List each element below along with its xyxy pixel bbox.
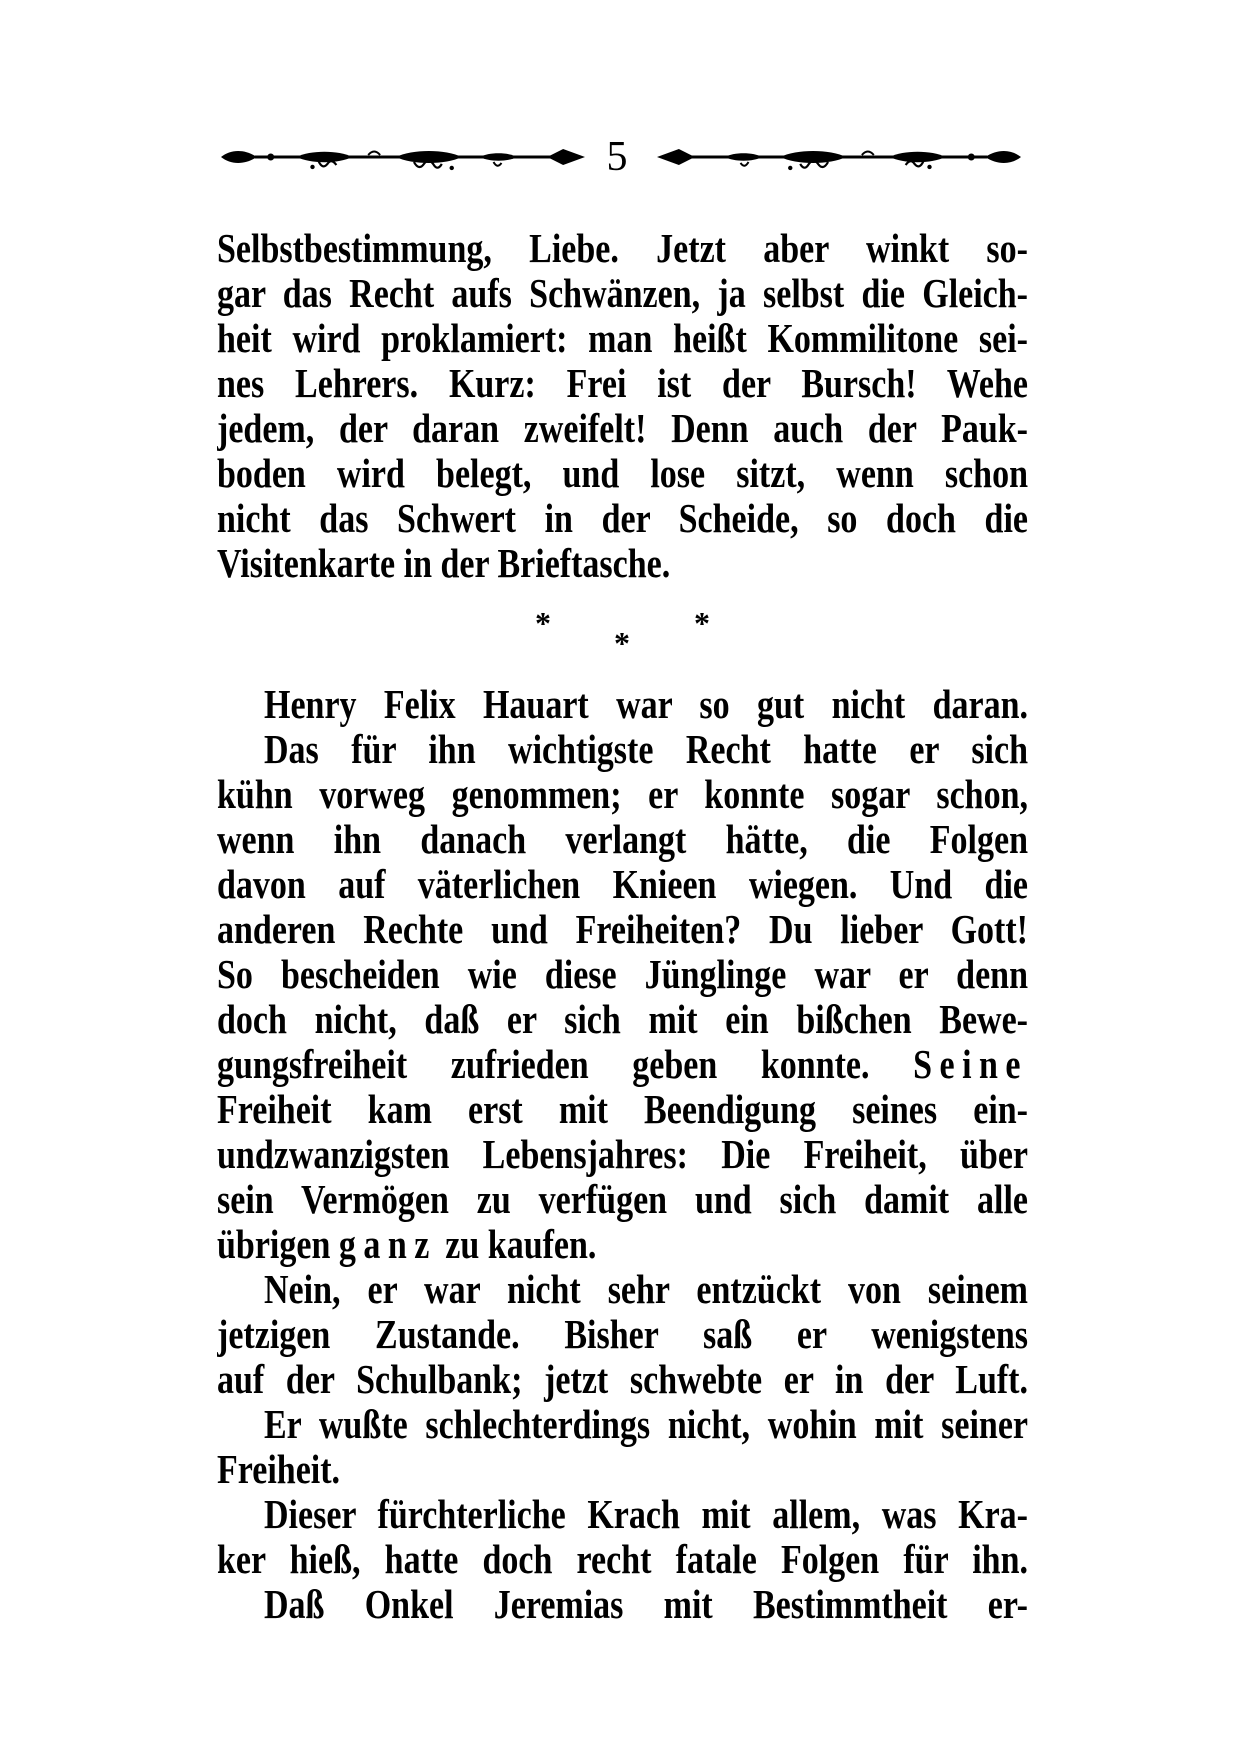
running-header: [0, 0, 1241, 200]
line-text: kühn vorweg genommen; er konnte sogar schon,: [217, 772, 1028, 818]
spaced-emphasis-word: ganz: [338, 1222, 437, 1268]
paragraph: [217, 1268, 1028, 1403]
section-break: [217, 587, 1028, 683]
paragraph: [217, 1403, 1028, 1493]
line-text: jedem, der daran zweifelt! Denn auch der Pauk-: [217, 406, 1028, 452]
line-content: [217, 1042, 1028, 1087]
line-text: Das für ihn wichtigste Recht hatte er sich: [264, 727, 1028, 773]
line-text: boden wird belegt, und lose sitzt, wenn schon: [217, 451, 1028, 497]
text-line: [217, 537, 1028, 592]
line-text: Visitenkarte in der Brieftasche.: [217, 541, 671, 587]
line-text: ker hieß, hatte doch recht fatale Folgen für ihn.: [217, 1537, 1028, 1583]
line-text: nes Lehrers. Kurz: Frei ist der Bursch! Wehe: [217, 361, 1028, 407]
line-text: Freiheit.: [217, 1447, 341, 1493]
line-text: wenn ihn danach verlangt hätte, die Folgen: [217, 817, 1028, 863]
paragraph: [217, 683, 1028, 728]
line-text: doch nicht, daß er sich mit ein bißchen Bewe-: [217, 997, 1028, 1043]
line-text: davon auf väterlichen Knieen wiegen. Und die: [217, 862, 1028, 908]
line-text: undzwanzigsten Lebensjahres: Die Freiheit, über: [217, 1132, 1028, 1178]
paragraph: [217, 1493, 1028, 1583]
line-text: Nein, er war nicht sehr entzückt von seinem: [264, 1267, 1028, 1313]
line-text: Henry Felix Hauart war so gut nicht daran.: [264, 682, 1028, 728]
line-text: zu kaufen.: [436, 1222, 597, 1268]
line-text: anderen Rechte und Freiheiten? Du lieber Gott!: [217, 907, 1028, 953]
header-ornament-left: [219, 140, 587, 174]
line-text: auf der Schulbank; jetzt schwebte er in der Luft.: [217, 1357, 1028, 1403]
line-text: heit wird proklamiert: man heißt Kommilitone sei-: [217, 316, 1028, 362]
line-text: gar das Recht aufs Schwänzen, ja selbst die Gleich-: [217, 271, 1028, 317]
line-text: jetzigen Zustande. Bisher saß er wenigstens: [217, 1312, 1028, 1358]
line-content: [217, 1222, 596, 1267]
paragraph: [217, 1583, 1028, 1628]
carryover-paragraph: [217, 227, 1028, 587]
header-ornament-right: [655, 140, 1023, 174]
line-text: übrigen: [217, 1222, 339, 1268]
page-number: 5: [606, 134, 628, 180]
spaced-emphasis-word: Seine: [913, 1042, 1028, 1088]
line-text: sein Vermögen zu verfügen und sich damit alle: [217, 1177, 1028, 1223]
line-text: Selbstbestimmung, Liebe. Jetzt aber winkt so-: [217, 226, 1028, 272]
line-text: gungsfreiheit zufrieden geben konnte.: [217, 1042, 914, 1088]
line-text: nicht das Schwert in der Scheide, so doch die: [217, 496, 1028, 542]
line-text: Freiheit kam erst mit Beendigung seines ein-: [217, 1087, 1028, 1133]
section-break-asterisk: *: [535, 604, 551, 641]
text-line: [217, 1578, 1028, 1633]
paragraph: [217, 728, 1028, 1268]
line-text: Daß Onkel Jeremias mit Bestimmtheit er-: [264, 1582, 1028, 1628]
section-break-asterisk: *: [614, 624, 630, 661]
line-text: Dieser fürchterliche Krach mit allem, was Kra-: [264, 1492, 1028, 1538]
line-text: So bescheiden wie diese Jünglinge war er denn: [217, 952, 1028, 998]
body-text: [217, 227, 1028, 1628]
line-text: Er wußte schlechterdings nicht, wohin mit seiner: [264, 1402, 1028, 1448]
section-break-asterisk: *: [694, 604, 710, 641]
